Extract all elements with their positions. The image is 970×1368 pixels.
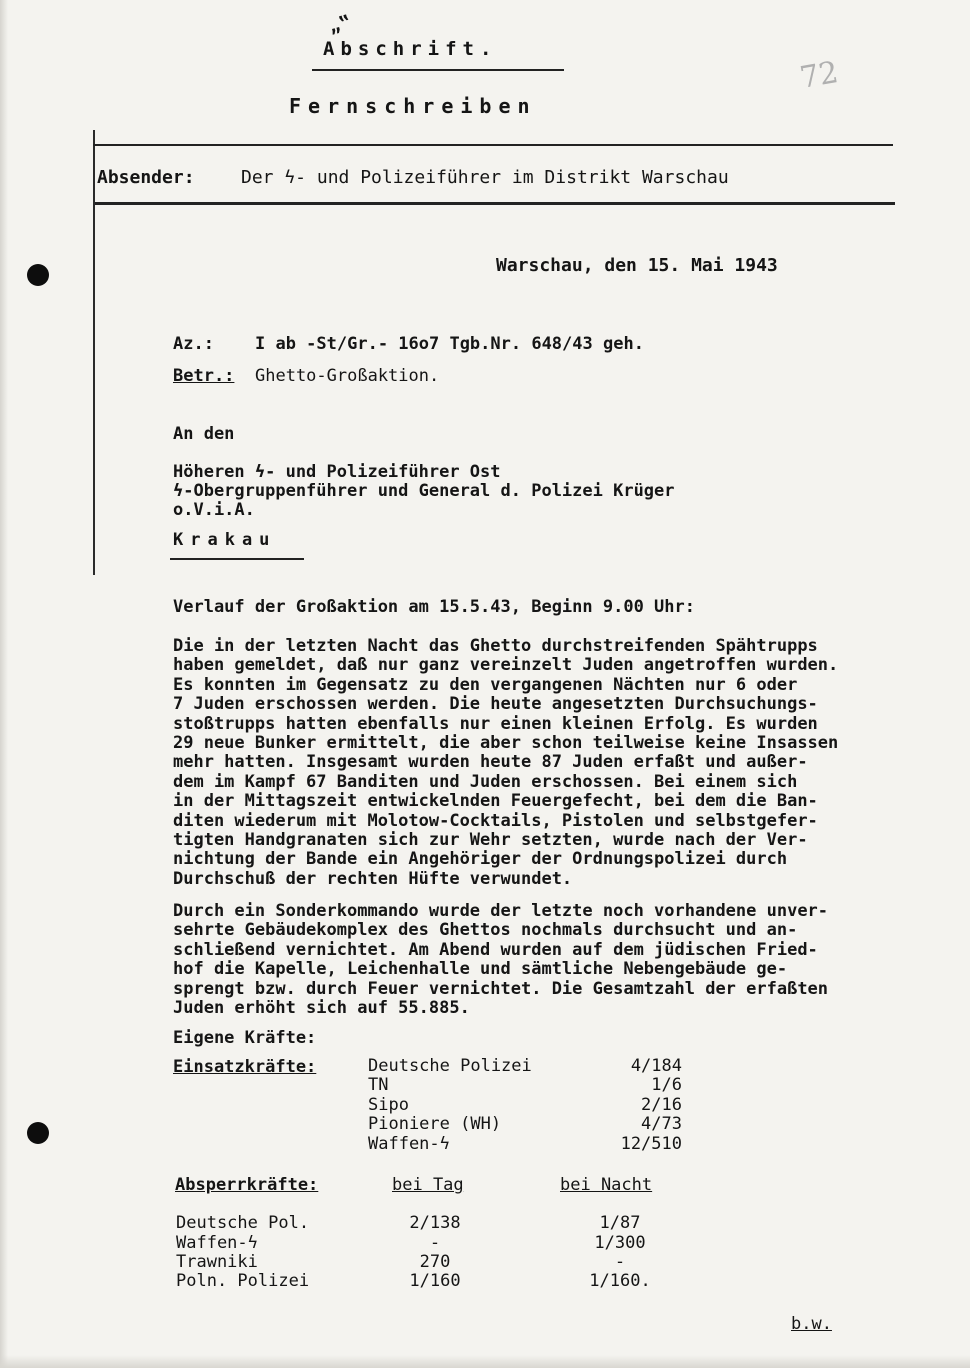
absperr-night-value: 1/87: [599, 1213, 641, 1233]
einsatz-label: Einsatzkräfte:: [173, 1057, 317, 1077]
einsatz-unit: Waffen-ϟ: [368, 1134, 450, 1154]
report-paragraph: Die in der letzten Nacht das Ghetto durchstreifenden Spähtrupps haben gemeldet, daß nur ganz vereinzelt Juden angetroffen wurden. Es konnten im Gegensatz zu den vergangenen Nächten nur 6 oder 7 Juden erschossen werden. Die heute angesetzten Durchsuchungs- stoßtrupps hatten ebenfalls nur einen kleinen Erfolg. Es wurden 29 neue Bunker ermittelt, die aber schon teilweise keine Insassen mehr hatten. Insgesamt wurden heute 87 Juden erfaßt und außer- dem im Kampf 67 Banditen und Juden erschossen. Bei einem sich in der Mittagszeit entwickelnden Feuergefecht, bei dem die Ban- diten wiederum mit Molotow-Cocktails, Pistolen und selbstgefer- tigten Handgranaten sich zur Wehr setzten, wurde nach der Ver- nichtung der Bande ein Angehöriger der Ordnungspolizei durch Durchschuß der rechten Hüfte verwundet.: [173, 636, 839, 889]
document-kind: Fernschreiben: [289, 94, 537, 118]
sender-label: Absender:: [97, 167, 195, 188]
handwritten-mark: „‟: [326, 11, 354, 38]
absperr-night-value: 1/160.: [589, 1271, 651, 1291]
absperr-night-value: -: [614, 1252, 626, 1272]
einsatz-value: 1/6: [651, 1075, 682, 1095]
sender-value: Der ϟ- und Polizeiführer im Distrikt Warschau: [241, 167, 729, 188]
einsatz-unit: TN: [368, 1075, 389, 1095]
recipient-underline: [170, 558, 304, 560]
sender-bottom-rule: [95, 202, 895, 205]
page-bottom-shadow: [0, 1355, 970, 1368]
pencil-annotation: 72: [797, 54, 841, 97]
sender-top-rule: [93, 144, 893, 146]
dateline: Warschau, den 15. Mai 1943: [496, 255, 778, 276]
einsatz-unit: Pioniere (WH): [368, 1114, 502, 1134]
absperr-label: Absperrkräfte:: [175, 1175, 319, 1195]
absperr-unit: Trawniki: [176, 1252, 258, 1272]
absperr-unit: Poln. Polizei: [176, 1271, 310, 1291]
punch-hole: [27, 264, 49, 286]
recipient-line: o.V.i.A.: [173, 500, 255, 520]
report-intro: Verlauf der Großaktion am 15.5.43, Beginn 9.00 Uhr:: [173, 597, 695, 617]
einsatz-value: 12/510: [620, 1134, 682, 1154]
recipient-line: ϟ-Obergruppenführer und General d. Polizei Krüger: [173, 481, 675, 501]
absperr-unit: Deutsche Pol.: [176, 1213, 310, 1233]
recipient-line: Höheren ϟ- und Polizeiführer Ost: [173, 462, 501, 482]
einsatz-value: 4/73: [641, 1114, 682, 1134]
report-paragraph: Durch ein Sonderkommando wurde der letzte noch vorhandene unver- sehrte Gebäudekomplex des Ghettos nochmals durchsucht und an- schließend vernichtet. Am Abend wurden auf dem jüdischen Fried- hof die Kapelle, Leichenhalle und sämtliche Nebengebäude ge- sprengt bzw. durch Feuer vernichtet. Die Gesamtzahl der erfaßten Juden erhöht sich auf 55.885.: [173, 901, 829, 1019]
reference-label: Az.:: [173, 334, 214, 354]
form-left-rule: [93, 130, 95, 575]
einsatz-value: 4/184: [630, 1056, 682, 1076]
page-turn-note: b.w.: [791, 1314, 832, 1334]
recipient-salutation: An den: [173, 424, 235, 444]
subject-label: Betr.:: [173, 366, 235, 386]
absperr-day-value: 270: [419, 1252, 451, 1272]
forces-heading: Eigene Kräfte:: [173, 1028, 317, 1048]
absperr-day-value: 2/138: [409, 1213, 461, 1233]
document-type: Abschrift.: [323, 38, 498, 60]
night-column-header: bei Nacht: [560, 1175, 653, 1195]
reference-value: I ab -St/Gr.- 16o7 Tgb.Nr. 648/43 geh.: [255, 334, 644, 354]
day-column-header: bei Tag: [392, 1175, 464, 1195]
punch-hole: [27, 1122, 49, 1144]
einsatz-value: 2/16: [641, 1095, 682, 1115]
einsatz-unit: Sipo: [368, 1095, 409, 1115]
subject-value: Ghetto-Großaktion.: [255, 366, 440, 386]
absperr-day-value: -: [429, 1233, 441, 1253]
recipient-city: Krakau: [173, 530, 277, 550]
absperr-night-value: 1/300: [594, 1233, 646, 1253]
page-edge-shadow: [0, 0, 8, 1368]
absperr-unit: Waffen-ϟ: [176, 1233, 258, 1253]
absperr-day-value: 1/160: [409, 1271, 461, 1291]
einsatz-unit: Deutsche Polizei: [368, 1056, 532, 1076]
title-underline: [312, 69, 564, 71]
